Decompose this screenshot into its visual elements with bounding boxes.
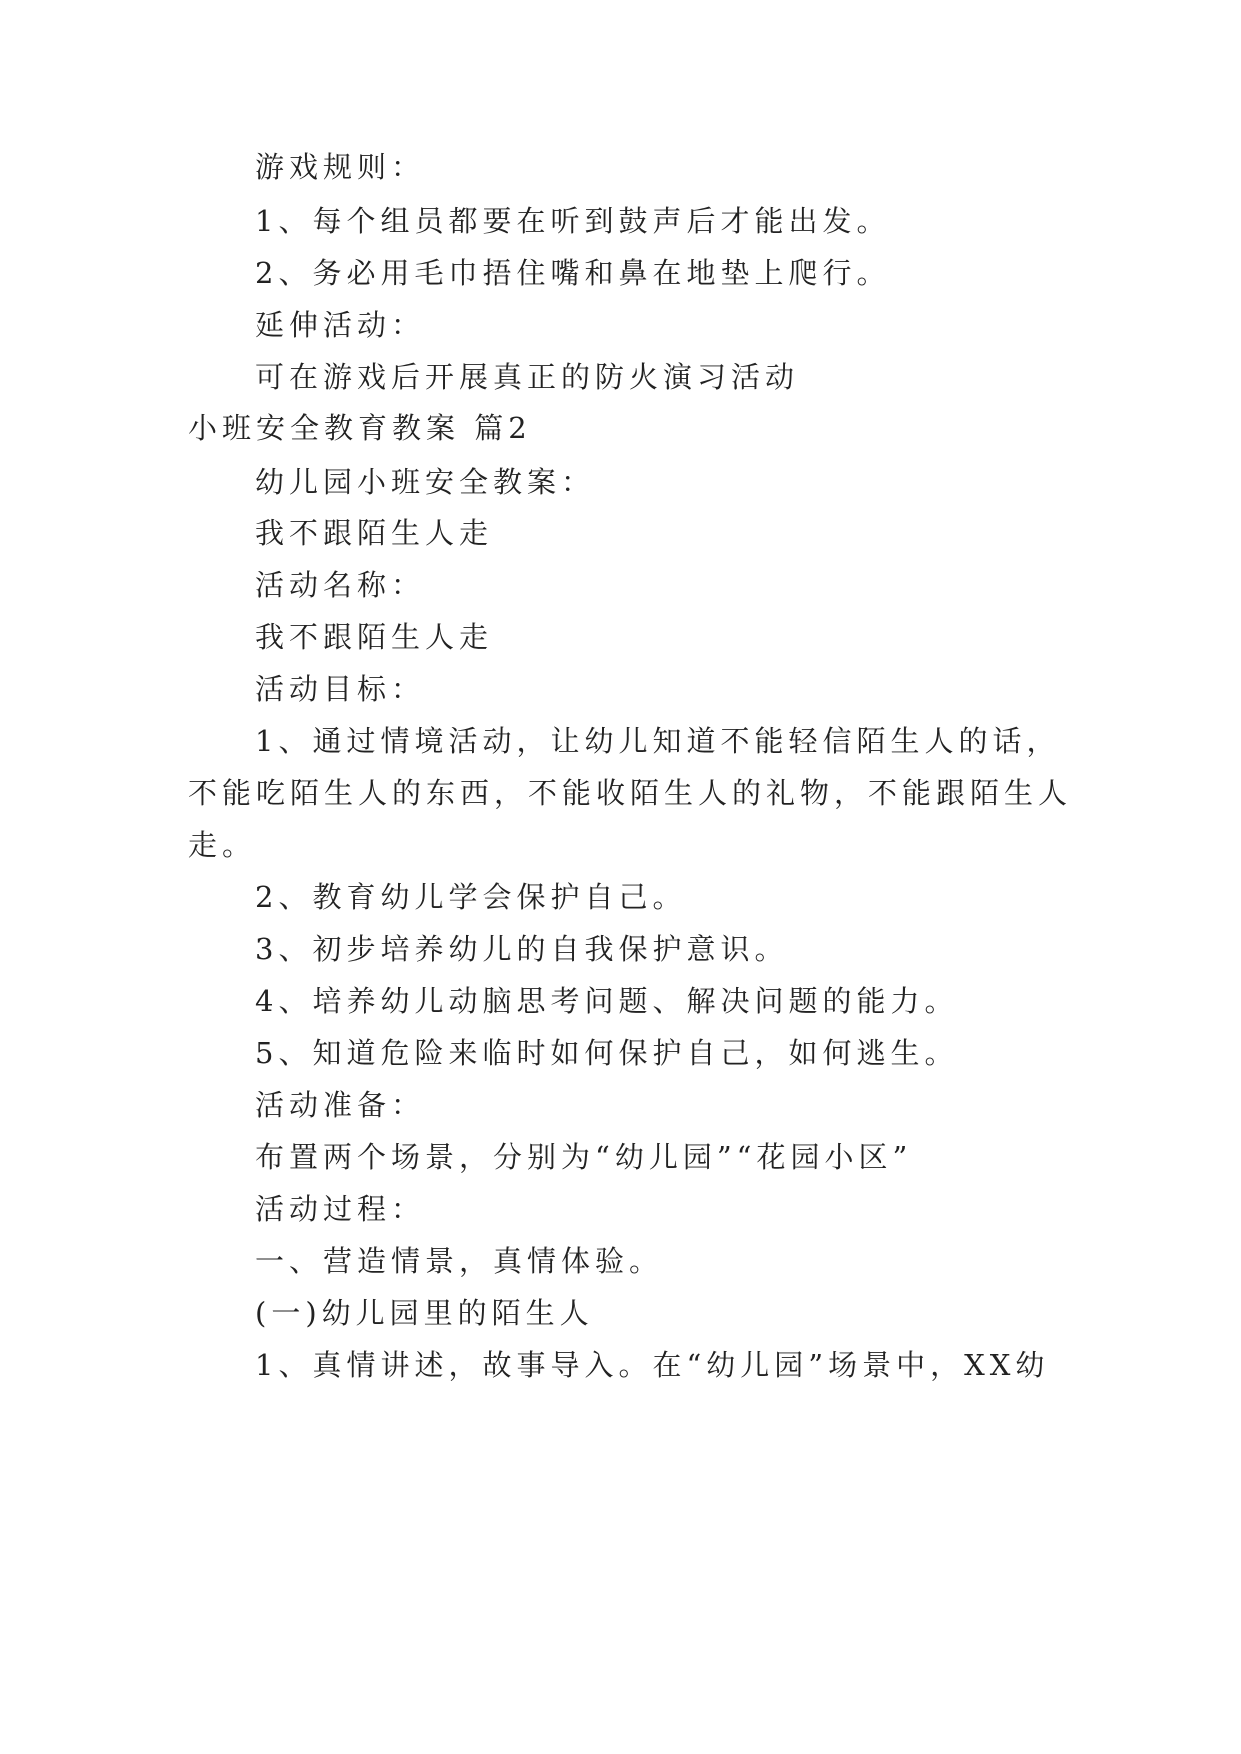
- goal-4: 4、培养幼儿动脑思考问题、解决问题的能力。: [255, 984, 959, 1018]
- lesson-plan-label: 幼儿园小班安全教案：: [255, 465, 596, 499]
- process-item-1: 1、真情讲述，故事导入。在“幼儿园”场景中，XX幼: [255, 1348, 1050, 1382]
- process-step-1: 一、营造情景，真情体验。: [255, 1244, 664, 1278]
- heading-activity-goals: 活动目标：: [255, 672, 426, 706]
- goal-2: 2、教育幼儿学会保护自己。: [255, 880, 687, 914]
- rule-1: 1、每个组员都要在听到鼓声后才能出发。: [255, 204, 891, 238]
- heading-activity-process: 活动过程：: [255, 1192, 426, 1226]
- section-title: 小班安全教育教案 篇2: [188, 411, 532, 445]
- process-substep-1: (一)幼儿园里的陌生人: [255, 1296, 594, 1330]
- goal-1-line-3: 走。: [188, 828, 257, 862]
- goal-1-line-1: 1、通过情境活动，让幼儿知道不能轻信陌生人的话，: [255, 724, 1061, 758]
- goal-5: 5、知道危险来临时如何保护自己，如何逃生。: [255, 1036, 959, 1070]
- heading-extension-activity: 延伸活动：: [255, 308, 426, 342]
- lesson-plan-title: 我不跟陌生人走: [255, 516, 494, 550]
- goal-3: 3、初步培养幼儿的自我保护意识。: [255, 932, 789, 966]
- goal-1-line-2: 不能吃陌生人的东西，不能收陌生人的礼物，不能跟陌生人: [188, 776, 1073, 810]
- activity-name-text: 我不跟陌生人走: [255, 620, 494, 654]
- extension-activity-text: 可在游戏后开展真正的防火演习活动: [255, 360, 800, 394]
- preparation-text: 布置两个场景，分别为“幼儿园”“花园小区”: [255, 1140, 913, 1174]
- rule-2: 2、务必用毛巾捂住嘴和鼻在地垫上爬行。: [255, 256, 891, 290]
- heading-activity-preparation: 活动准备：: [255, 1088, 426, 1122]
- heading-game-rules: 游戏规则：: [255, 150, 426, 184]
- heading-activity-name: 活动名称：: [255, 568, 426, 602]
